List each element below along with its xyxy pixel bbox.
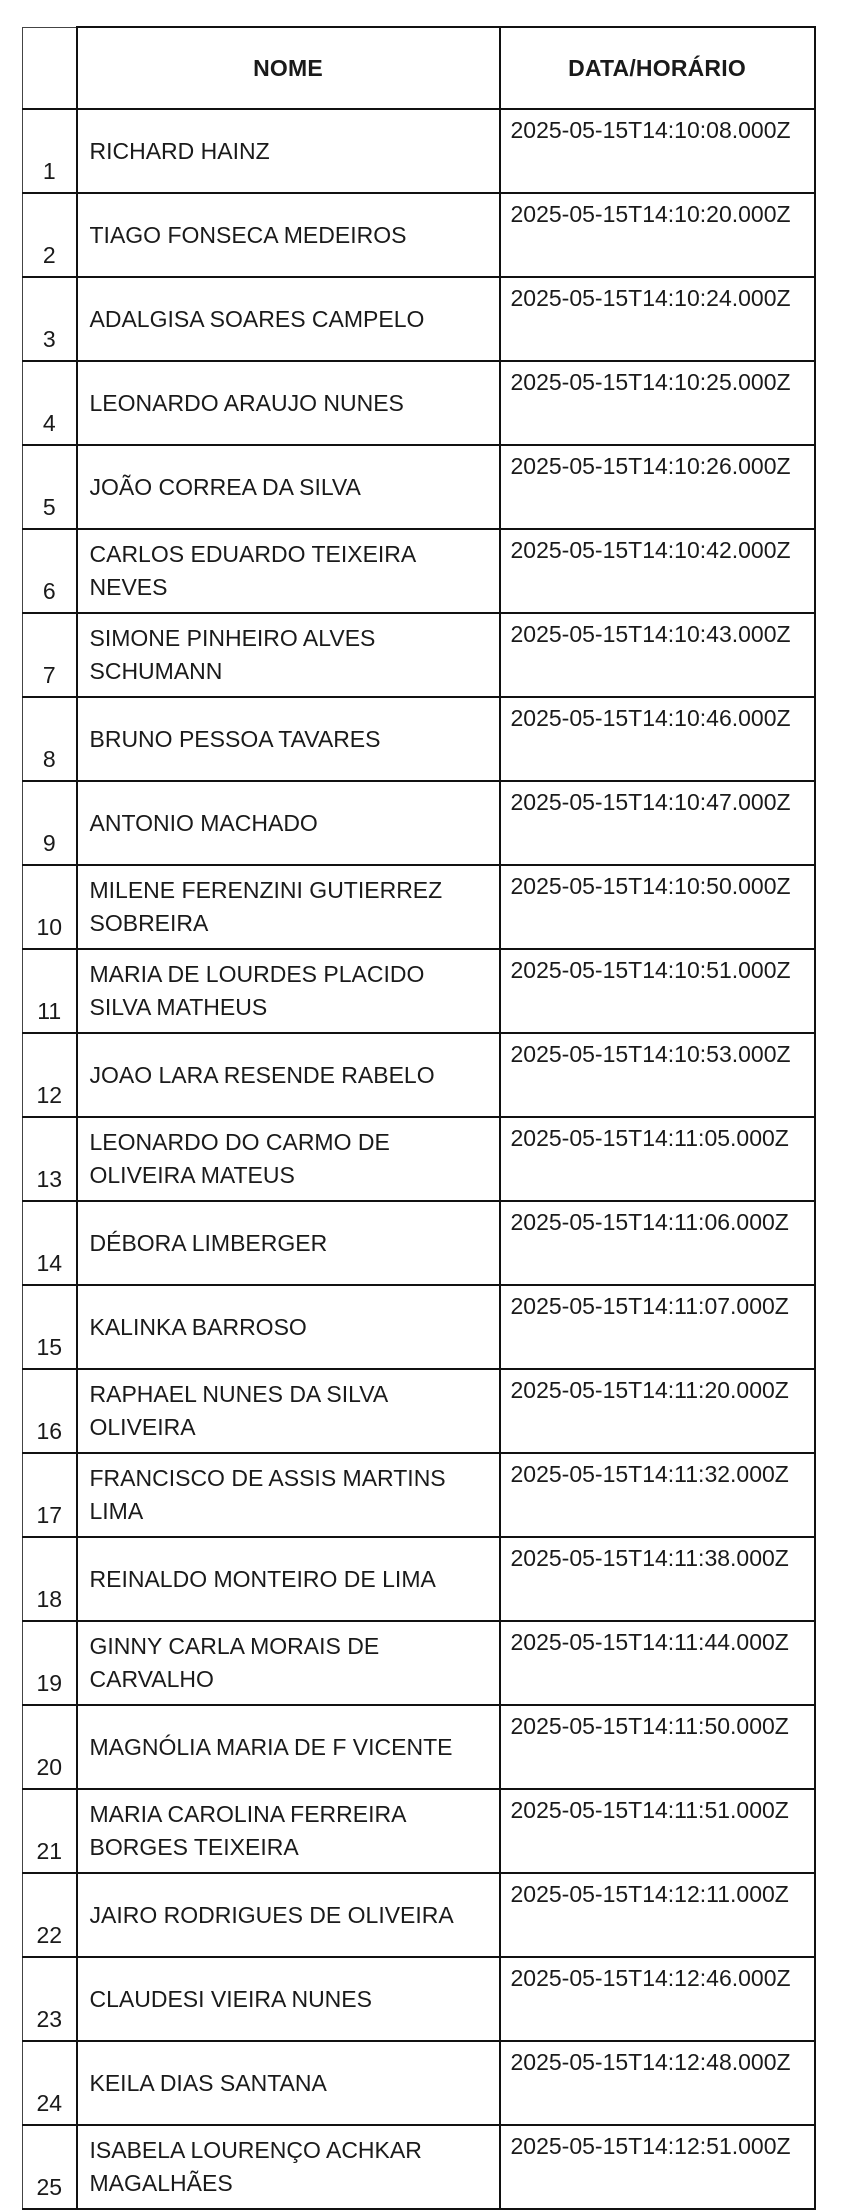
row-datetime: 2025-05-15T14:11:05.000Z [500, 1117, 815, 1201]
row-name: ISABELA LOURENÇO ACHKAR MAGALHÃES [77, 2125, 500, 2209]
table-body [23, 109, 815, 2209]
table-row [23, 1201, 815, 1285]
row-number: 3 [23, 277, 77, 361]
row-name: RAPHAEL NUNES DA SILVA OLIVEIRA [77, 1369, 500, 1453]
row-datetime: 2025-05-15T14:10:53.000Z [500, 1033, 815, 1117]
row-datetime: 2025-05-15T14:10:46.000Z [500, 697, 815, 781]
row-number: 10 [23, 865, 77, 949]
row-datetime: 2025-05-15T14:10:20.000Z [500, 193, 815, 277]
row-datetime: 2025-05-15T14:11:07.000Z [500, 1285, 815, 1369]
row-name: ANTONIO MACHADO [77, 781, 500, 865]
row-name: JAIRO RODRIGUES DE OLIVEIRA [77, 1873, 500, 1957]
row-name: BRUNO PESSOA TAVARES [77, 697, 500, 781]
table-row [23, 1957, 815, 2041]
table-row [23, 949, 815, 1033]
table-row [23, 529, 815, 613]
row-datetime: 2025-05-15T14:10:43.000Z [500, 613, 815, 697]
header-number [23, 27, 77, 109]
row-number: 20 [23, 1705, 77, 1789]
row-name: JOAO LARA RESENDE RABELO [77, 1033, 500, 1117]
row-datetime: 2025-05-15T14:11:51.000Z [500, 1789, 815, 1873]
row-name: CLAUDESI VIEIRA NUNES [77, 1957, 500, 2041]
table-row [23, 109, 815, 193]
row-number: 16 [23, 1369, 77, 1453]
attendance-table [22, 26, 816, 2210]
table-row [23, 1453, 815, 1537]
row-number: 17 [23, 1453, 77, 1537]
table-row [23, 1873, 815, 1957]
table-row [23, 361, 815, 445]
row-number: 24 [23, 2041, 77, 2125]
row-datetime: 2025-05-15T14:10:47.000Z [500, 781, 815, 865]
row-number: 25 [23, 2125, 77, 2209]
table-row [23, 1117, 815, 1201]
table-row [23, 697, 815, 781]
row-name: MARIA CAROLINA FERREIRA BORGES TEIXEIRA [77, 1789, 500, 1873]
row-number: 4 [23, 361, 77, 445]
row-name: JOÃO CORREA DA SILVA [77, 445, 500, 529]
row-datetime: 2025-05-15T14:11:50.000Z [500, 1705, 815, 1789]
row-name: ADALGISA SOARES CAMPELO [77, 277, 500, 361]
row-number: 12 [23, 1033, 77, 1117]
table-row [23, 445, 815, 529]
row-name: RICHARD HAINZ [77, 109, 500, 193]
row-datetime: 2025-05-15T14:11:06.000Z [500, 1201, 815, 1285]
row-datetime: 2025-05-15T14:11:20.000Z [500, 1369, 815, 1453]
row-number: 9 [23, 781, 77, 865]
table-row [23, 1537, 815, 1621]
row-name: FRANCISCO DE ASSIS MARTINS LIMA [77, 1453, 500, 1537]
table-row [23, 781, 815, 865]
row-datetime: 2025-05-15T14:10:26.000Z [500, 445, 815, 529]
row-number: 8 [23, 697, 77, 781]
row-datetime: 2025-05-15T14:11:32.000Z [500, 1453, 815, 1537]
row-datetime: 2025-05-15T14:12:11.000Z [500, 1873, 815, 1957]
table-row [23, 1705, 815, 1789]
table-row [23, 613, 815, 697]
table-row [23, 1369, 815, 1453]
table-row [23, 2125, 815, 2209]
row-name: LEONARDO DO CARMO DE OLIVEIRA MATEUS [77, 1117, 500, 1201]
table-row [23, 865, 815, 949]
row-number: 7 [23, 613, 77, 697]
header-row [23, 27, 815, 109]
row-name: REINALDO MONTEIRO DE LIMA [77, 1537, 500, 1621]
row-number: 22 [23, 1873, 77, 1957]
row-datetime: 2025-05-15T14:11:38.000Z [500, 1537, 815, 1621]
row-number: 11 [23, 949, 77, 1033]
table-header [23, 27, 815, 109]
row-number: 14 [23, 1201, 77, 1285]
row-number: 5 [23, 445, 77, 529]
header-datetime: DATA/HORÁRIO [500, 27, 815, 109]
row-datetime: 2025-05-15T14:11:44.000Z [500, 1621, 815, 1705]
table-row [23, 1033, 815, 1117]
row-number: 2 [23, 193, 77, 277]
row-name: LEONARDO ARAUJO NUNES [77, 361, 500, 445]
row-number: 13 [23, 1117, 77, 1201]
row-name: KEILA DIAS SANTANA [77, 2041, 500, 2125]
row-datetime: 2025-05-15T14:10:24.000Z [500, 277, 815, 361]
row-number: 18 [23, 1537, 77, 1621]
attendance-sheet [22, 26, 814, 2210]
row-name: DÉBORA LIMBERGER [77, 1201, 500, 1285]
row-name: MILENE FERENZINI GUTIERREZ SOBREIRA [77, 865, 500, 949]
row-datetime: 2025-05-15T14:12:46.000Z [500, 1957, 815, 2041]
table-row [23, 277, 815, 361]
row-number: 15 [23, 1285, 77, 1369]
header-name: NOME [77, 27, 500, 109]
row-number: 1 [23, 109, 77, 193]
table-row [23, 1285, 815, 1369]
row-name: SIMONE PINHEIRO ALVES SCHUMANN [77, 613, 500, 697]
row-datetime: 2025-05-15T14:10:25.000Z [500, 361, 815, 445]
row-number: 19 [23, 1621, 77, 1705]
row-datetime: 2025-05-15T14:12:51.000Z [500, 2125, 815, 2209]
row-number: 23 [23, 1957, 77, 2041]
row-datetime: 2025-05-15T14:10:08.000Z [500, 109, 815, 193]
row-name: TIAGO FONSECA MEDEIROS [77, 193, 500, 277]
row-datetime: 2025-05-15T14:10:42.000Z [500, 529, 815, 613]
row-number: 6 [23, 529, 77, 613]
table-row [23, 193, 815, 277]
row-name: MARIA DE LOURDES PLACIDO SILVA MATHEUS [77, 949, 500, 1033]
row-datetime: 2025-05-15T14:10:51.000Z [500, 949, 815, 1033]
row-number: 21 [23, 1789, 77, 1873]
table-row [23, 1621, 815, 1705]
row-name: CARLOS EDUARDO TEIXEIRA NEVES [77, 529, 500, 613]
row-datetime: 2025-05-15T14:12:48.000Z [500, 2041, 815, 2125]
row-datetime: 2025-05-15T14:10:50.000Z [500, 865, 815, 949]
row-name: GINNY CARLA MORAIS DE CARVALHO [77, 1621, 500, 1705]
table-row [23, 2041, 815, 2125]
row-name: MAGNÓLIA MARIA DE F VICENTE [77, 1705, 500, 1789]
row-name: KALINKA BARROSO [77, 1285, 500, 1369]
table-row [23, 1789, 815, 1873]
